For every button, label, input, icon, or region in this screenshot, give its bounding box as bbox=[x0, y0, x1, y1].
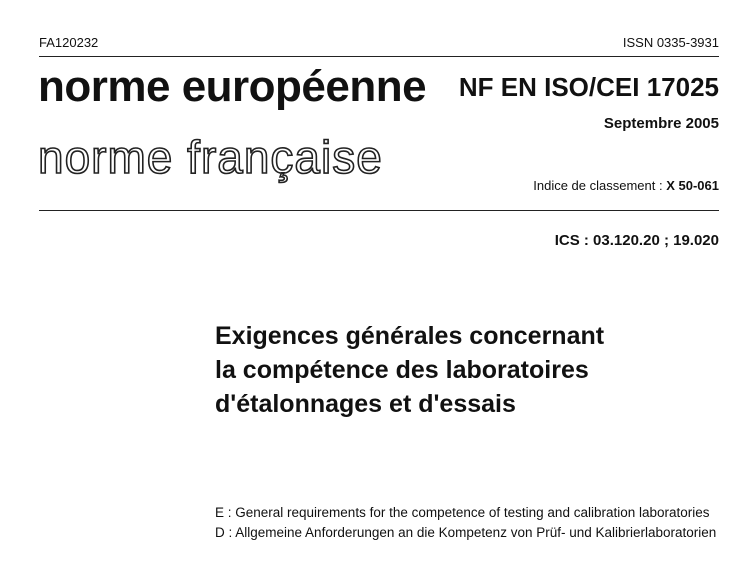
classification-code: X 50-061 bbox=[666, 178, 719, 193]
ics-codes: ICS : 03.120.20 ; 19.020 bbox=[554, 232, 719, 249]
middle-divider bbox=[39, 210, 719, 211]
title-line-3: d'étalonnages et d'essais bbox=[215, 390, 516, 418]
title-line-2: la compétence des laboratoires bbox=[215, 356, 589, 384]
title-translations bbox=[215, 503, 716, 543]
english-title: E : General requirements for the competence of testing and calibration laboratories bbox=[215, 505, 710, 520]
german-title: D : Allgemeine Anforderungen an die Kompetenz von Prüf- und Kalibrierlaboratorien bbox=[215, 525, 717, 540]
issn-number: ISSN 0335-3931 bbox=[622, 35, 719, 50]
top-divider bbox=[39, 56, 719, 57]
norme-europeenne-heading: norme européenne bbox=[38, 62, 427, 111]
document-reference: FA120232 bbox=[39, 35, 99, 50]
standard-number: NF EN ISO/CEI 17025 bbox=[458, 72, 719, 102]
norme-francaise-heading: norme française bbox=[38, 131, 383, 183]
title-line-1: Exigences générales concernant bbox=[215, 322, 605, 350]
classification-label: Indice de classement : bbox=[533, 178, 663, 193]
publication-date: Septembre 2005 bbox=[603, 115, 719, 132]
classification-index bbox=[533, 178, 719, 193]
document-title bbox=[215, 319, 604, 421]
